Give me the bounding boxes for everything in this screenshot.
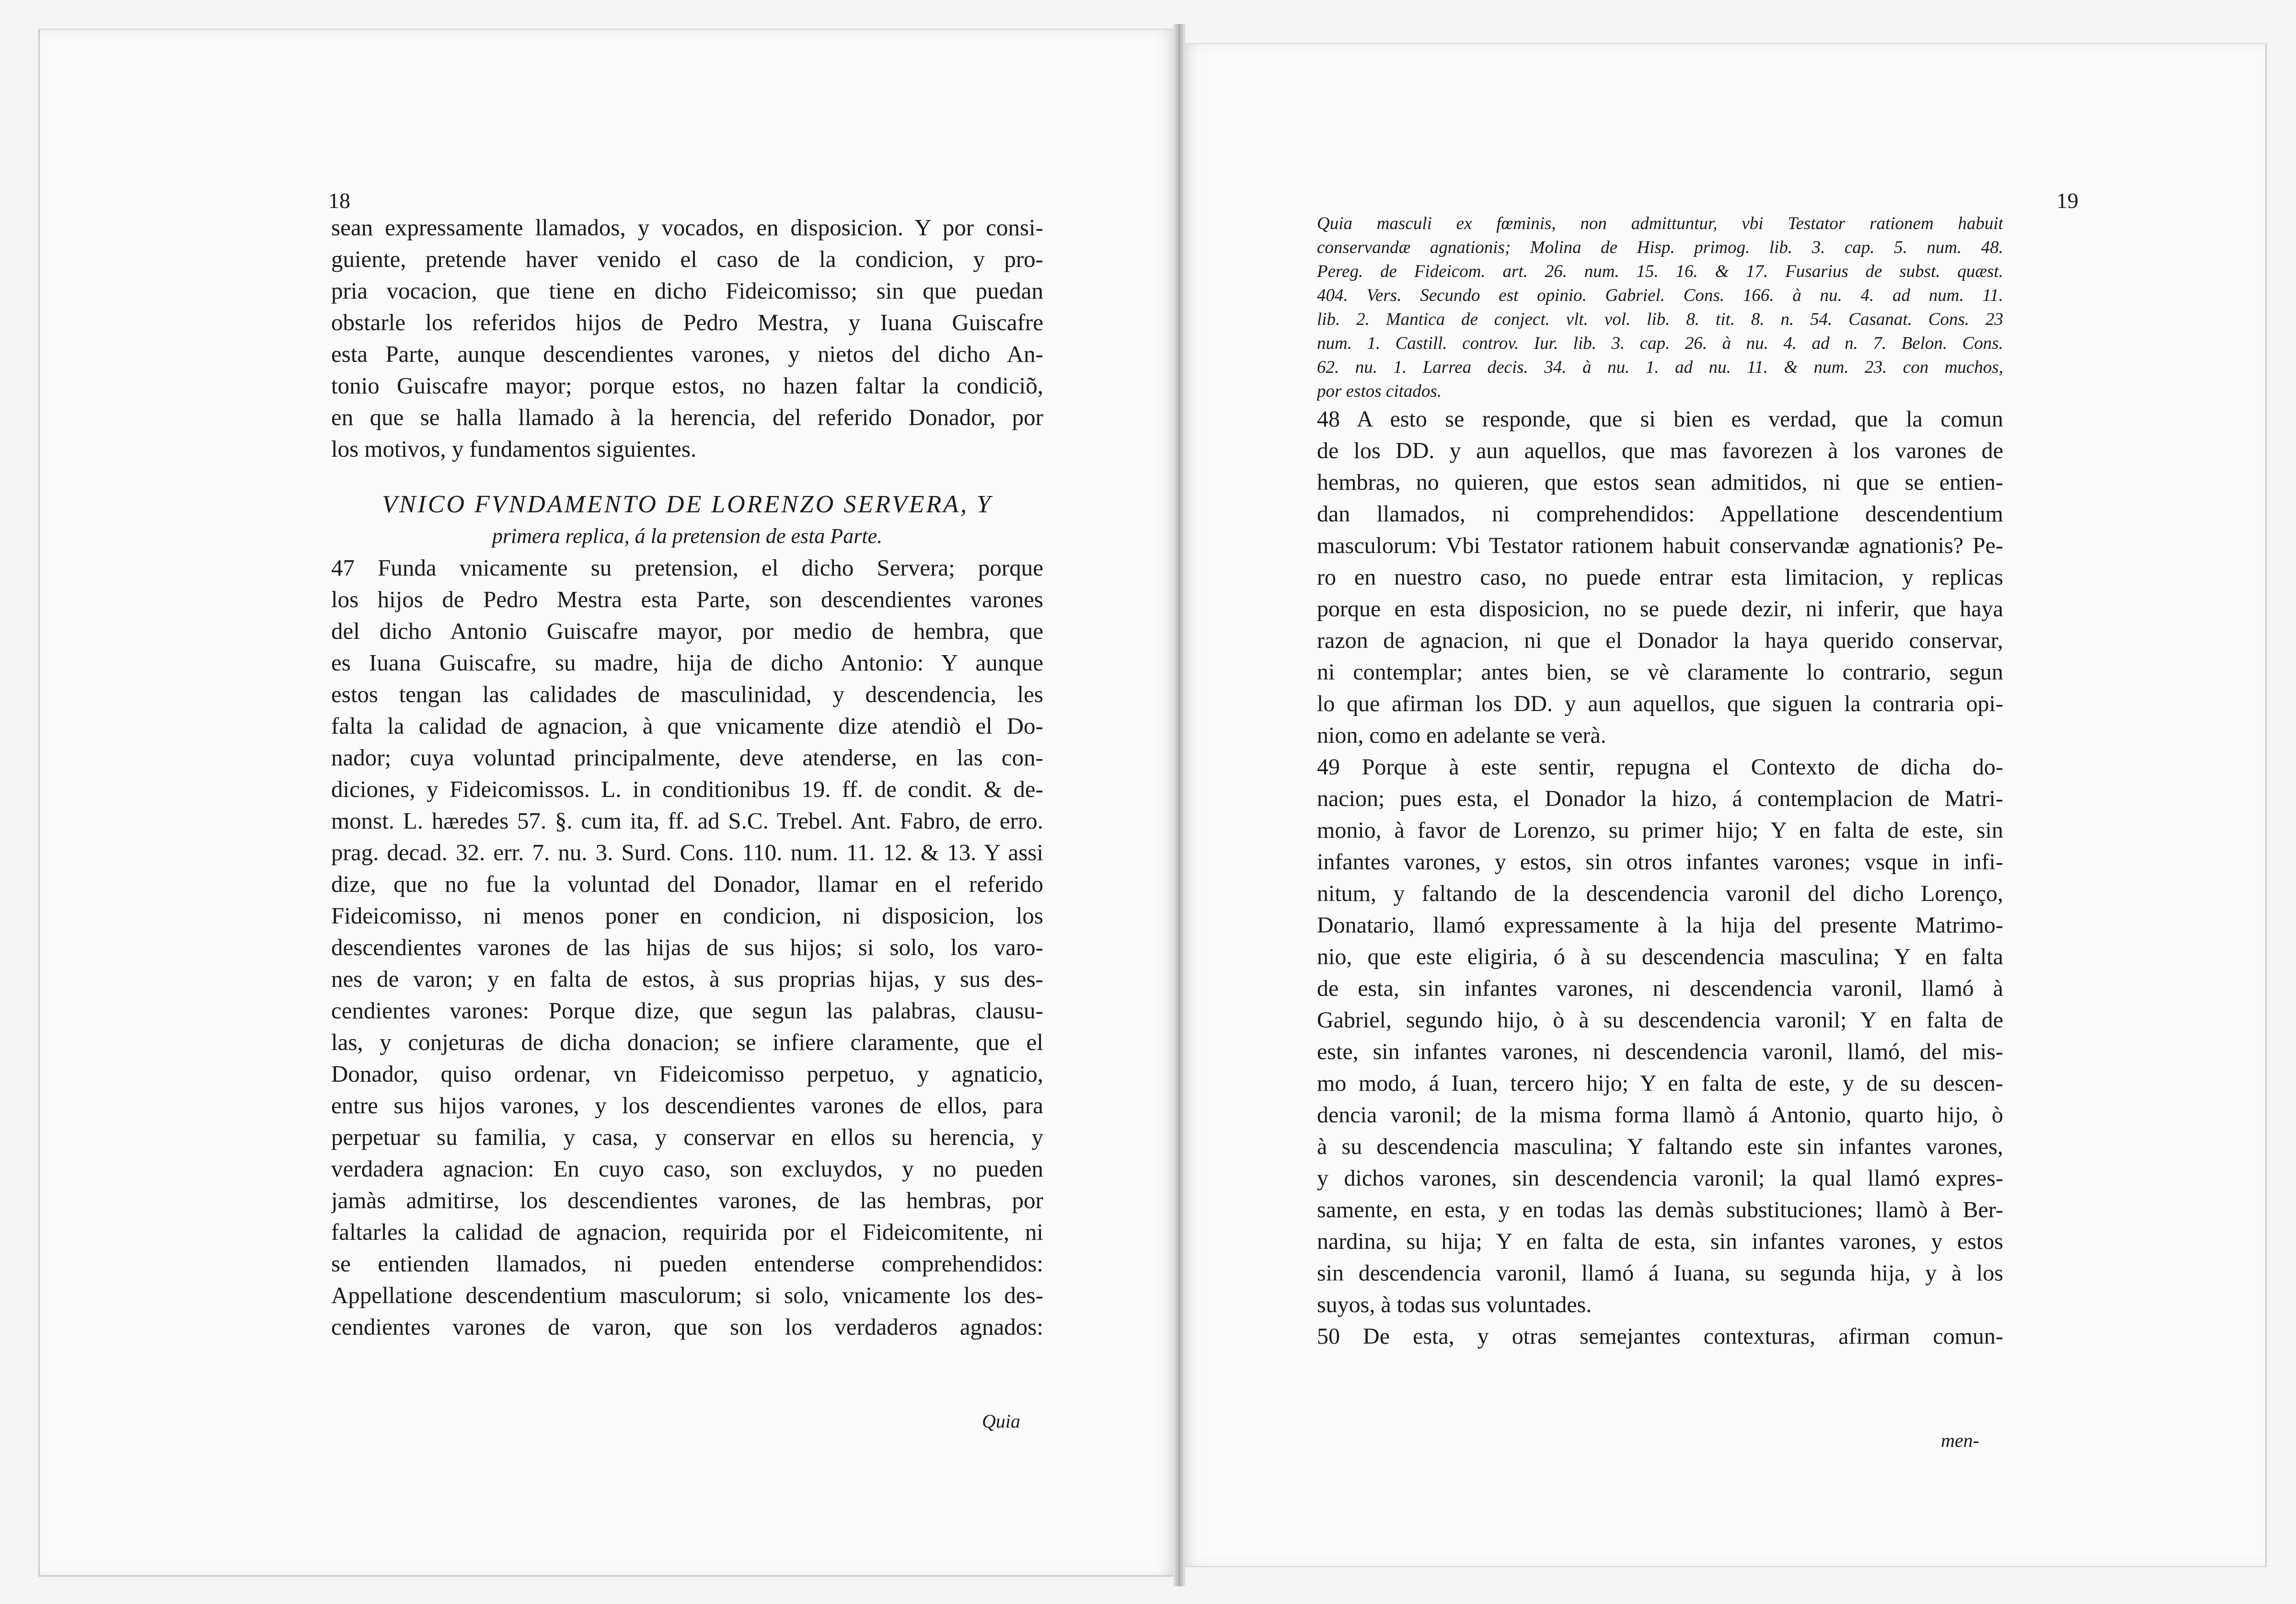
text-line: prag. decad. 32. err. 7. nu. 3. Surd. Cons. 110. num. 11. 12. & 13. Y assi: [331, 839, 1043, 865]
text-line: nio, que este eligiria, ó à su descendencia masculina; Y en falta: [1317, 944, 2003, 969]
text-line: obstarle los referidos hijos de Pedro Mestra, y Iuana Guiscafre: [331, 309, 1043, 335]
text-line: mo modo, á Iuan, tercero hijo; Y en falta de este, y de su descen-: [1317, 1071, 2003, 1096]
text-line: nador; cuya voluntad principalmente, deve atenderse, en las con-: [331, 744, 1043, 771]
text-line: faltarles la calidad de agnacion, requirida por el Fideicomitente, ni: [331, 1219, 1043, 1245]
text-line: cendientes varones: Porque dize, que segun las palabras, clausu-: [331, 997, 1043, 1024]
text-line: nes de varon; y en falta de estos, à sus proprias hijas, y sus des-: [331, 966, 1043, 992]
text-line: nitum, y faltando de la descendencia varonil del dicho Lorenço,: [1317, 881, 2003, 906]
text-line: monio, à favor de Lorenzo, su primer hijo; Y en falta de este, sin: [1317, 818, 2003, 843]
text-line: 50 De esta, y otras semejantes contexturas, afirman comun-: [1317, 1324, 2003, 1349]
text-line: masculorum: Vbi Testator rationem habuit conservandæ agnationis? Pe-: [1317, 533, 2003, 558]
text-line: razon de agnacion, ni que el Donador la haya querido conservar,: [1317, 628, 2003, 653]
text-line: 47 Funda vnicamente su pretension, el dicho Servera; porque: [331, 554, 1043, 581]
text-line: sin descendencia varonil, llamó á Iuana, su segunda hija, y à los: [1317, 1260, 2003, 1286]
right-page: [1184, 43, 2267, 1567]
text-line: guiente, pretende haver venido el caso de la condicion, y pro-: [331, 246, 1043, 272]
text-line: hembras, no quieren, que estos sean admitidos, ni que se entien-: [1317, 470, 2003, 495]
text-line: nardina, su hija; Y en falta de esta, sin infantes varones, y estos: [1317, 1229, 2003, 1254]
citation-line: num. 1. Castill. controv. Iur. lib. 3. cap. 26. à nu. 4. ad n. 7. Belon. Cons.: [1317, 334, 2003, 353]
text-line: en que se halla llamado à la herencia, del referido Donador, por: [331, 404, 1043, 430]
text-line: dencia varonil; de la misma forma llamò á Antonio, quarto hijo, ò: [1317, 1102, 2003, 1128]
text-line: lo que afirman los DD. y aun aquellos, que siguen la contraria opi-: [1317, 691, 2003, 716]
text-line: dan llamados, ni comprehendidos: Appellatione descendentium: [1317, 501, 2003, 527]
text-line: estos tengan las calidades de masculinidad, y descendencia, les: [331, 681, 1043, 707]
text-line: los motivos, y fundamentos siguientes.: [331, 436, 697, 462]
text-line: suyos, à todas sus voluntades.: [1317, 1292, 1592, 1317]
citation-line: lib. 2. Mantica de conject. vlt. vol. lib. 8. tit. 8. n. 54. Casanat. Cons. 23: [1317, 310, 2003, 329]
text-line: nion, como en adelante se verà.: [1317, 723, 1606, 748]
citation-line: conservandæ agnationis; Molina de Hisp. primog. lib. 3. cap. 5. num. 48.: [1317, 238, 2003, 257]
text-line: 48 A esto se responde, que si bien es verdad, que la comun: [1317, 406, 2003, 432]
text-line: Fideicomisso, ni menos poner en condicion, ni disposicion, los: [331, 902, 1043, 929]
text-line: Donatario, llamó expressamente à la hija del presente Matrimo-: [1317, 912, 2003, 938]
section-subheading: primera replica, á la pretension de esta Parte.: [492, 524, 883, 548]
citation-line: Pereg. de Fideicom. art. 26. num. 15. 16. & 17. Fusarius de subst. quæst.: [1317, 262, 2003, 281]
catchword: men-: [1941, 1430, 1979, 1451]
text-line: descendientes varones de las hijas de sus hijos; si solo, los varo-: [331, 934, 1043, 960]
text-line: los hijos de Pedro Mestra esta Parte, son descendientes varones: [331, 586, 1043, 612]
text-line: este, sin infantes varones, ni descendencia varonil, llamó, del mis-: [1317, 1039, 2003, 1064]
text-line: y dichos varones, sin descendencia varonil; la qual llamó expres-: [1317, 1165, 2003, 1191]
text-line: Gabriel, segundo hijo, ò à su descendencia varonil; Y en falta de: [1317, 1007, 2003, 1033]
citation-line: Quia masculi ex fœminis, non admittuntur, vbi Testator rationem habuit: [1317, 214, 2003, 233]
text-line: porque en esta disposicion, no se puede dezir, ni inferir, que haya: [1317, 596, 2003, 622]
section-heading: VNICO FVNDAMENTO DE LORENZO SERVERA, Y: [382, 491, 992, 518]
left-text-block: [331, 212, 1043, 1343]
text-line: de los DD. y aun aquellos, que mas favorezen à los varones de: [1317, 438, 2003, 463]
page-number: 18: [328, 188, 350, 213]
text-line: infantes varones, y estos, sin otros infantes varones; vsque in infi-: [1317, 849, 2003, 875]
text-line: verdadera agnacion: En cuyo caso, son excluydos, y no pueden: [331, 1155, 1043, 1182]
text-line: falta la calidad de agnacion, à que vnicamente dize atendiò el Do-: [331, 713, 1043, 739]
citation-line: por estos citados.: [1317, 381, 1442, 401]
text-line: las, y conjeturas de dicha donacion; se infiere claramente, que el: [331, 1029, 1043, 1055]
page-number: 19: [2056, 188, 2078, 213]
text-line: Appellatione descendentium masculorum; si solo, vnicamente los des-: [331, 1282, 1043, 1308]
text-line: del dicho Antonio Guiscafre mayor, por medio de hembra, que: [331, 618, 1043, 644]
text-line: cendientes varones de varon, que son los verdaderos agnados:: [331, 1314, 1043, 1340]
text-line: dize, que no fue la voluntad del Donador, llamar en el referido: [331, 871, 1043, 897]
text-line: perpetuar su familia, y casa, y conservar en ellos su herencia, y: [331, 1124, 1043, 1150]
text-line: diciones, y Fideicomissos. L. in conditionibus 19. ff. de condit. & de-: [331, 776, 1043, 802]
left-page: [38, 29, 1174, 1577]
text-line: es Iuana Guiscafre, su madre, hija de dicho Antonio: Y aunque: [331, 649, 1043, 676]
citation-line: 404. Vers. Secundo est opinio. Gabriel. Cons. 166. à nu. 4. ad num. 11.: [1317, 286, 2003, 305]
text-line: de esta, sin infantes varones, ni descendencia varonil, llamó à: [1317, 976, 2003, 1001]
text-line: nacion; pues esta, el Donador la hizo, á contemplacion de Matri-: [1317, 786, 2003, 811]
text-line: samente, en esta, y en todas las demàs substituciones; llamò à Ber-: [1317, 1197, 2003, 1223]
text-line: sean expressamente llamados, y vocados, en disposicion. Y por consi-: [331, 214, 1043, 241]
right-text-block: [1317, 212, 2003, 1352]
text-line: à su descendencia masculina; Y faltando este sin infantes varones,: [1317, 1134, 2003, 1159]
text-line: pria vocacion, que tiene en dicho Fideicomisso; sin que puedan: [331, 277, 1043, 304]
text-line: Donador, quiso ordenar, vn Fideicomisso perpetuo, y agnaticio,: [331, 1061, 1043, 1087]
text-line: se entienden llamados, ni pueden entenderse comprehendidos:: [331, 1250, 1043, 1277]
text-line: jamàs admitirse, los descendientes varones, de las hembras, por: [331, 1187, 1043, 1213]
catchword: Quia: [982, 1410, 1020, 1432]
text-line: monst. L. hæredes 57. §. cum ita, ff. ad S.C. Trebel. Ant. Fabro, de erro.: [331, 808, 1043, 834]
text-line: ni contemplar; antes bien, se vè claramente lo contrario, segun: [1317, 659, 2003, 685]
text-line: entre sus hijos varones, y los descendientes varones de ellos, para: [331, 1092, 1043, 1119]
text-line: tonio Guiscafre mayor; porque estos, no hazen faltar la condiciõ,: [331, 372, 1043, 399]
text-line: 49 Porque à este sentir, repugna el Contexto de dicha do-: [1317, 754, 2003, 780]
text-line: esta Parte, aunque descendientes varones, y nietos del dicho An-: [331, 341, 1043, 367]
text-line: ro en nuestro caso, no puede entrar esta limitacion, y replicas: [1317, 565, 2003, 590]
citation-line: 62. nu. 1. Larrea decis. 34. à nu. 1. ad nu. 11. & num. 23. con muchos,: [1317, 358, 2003, 377]
